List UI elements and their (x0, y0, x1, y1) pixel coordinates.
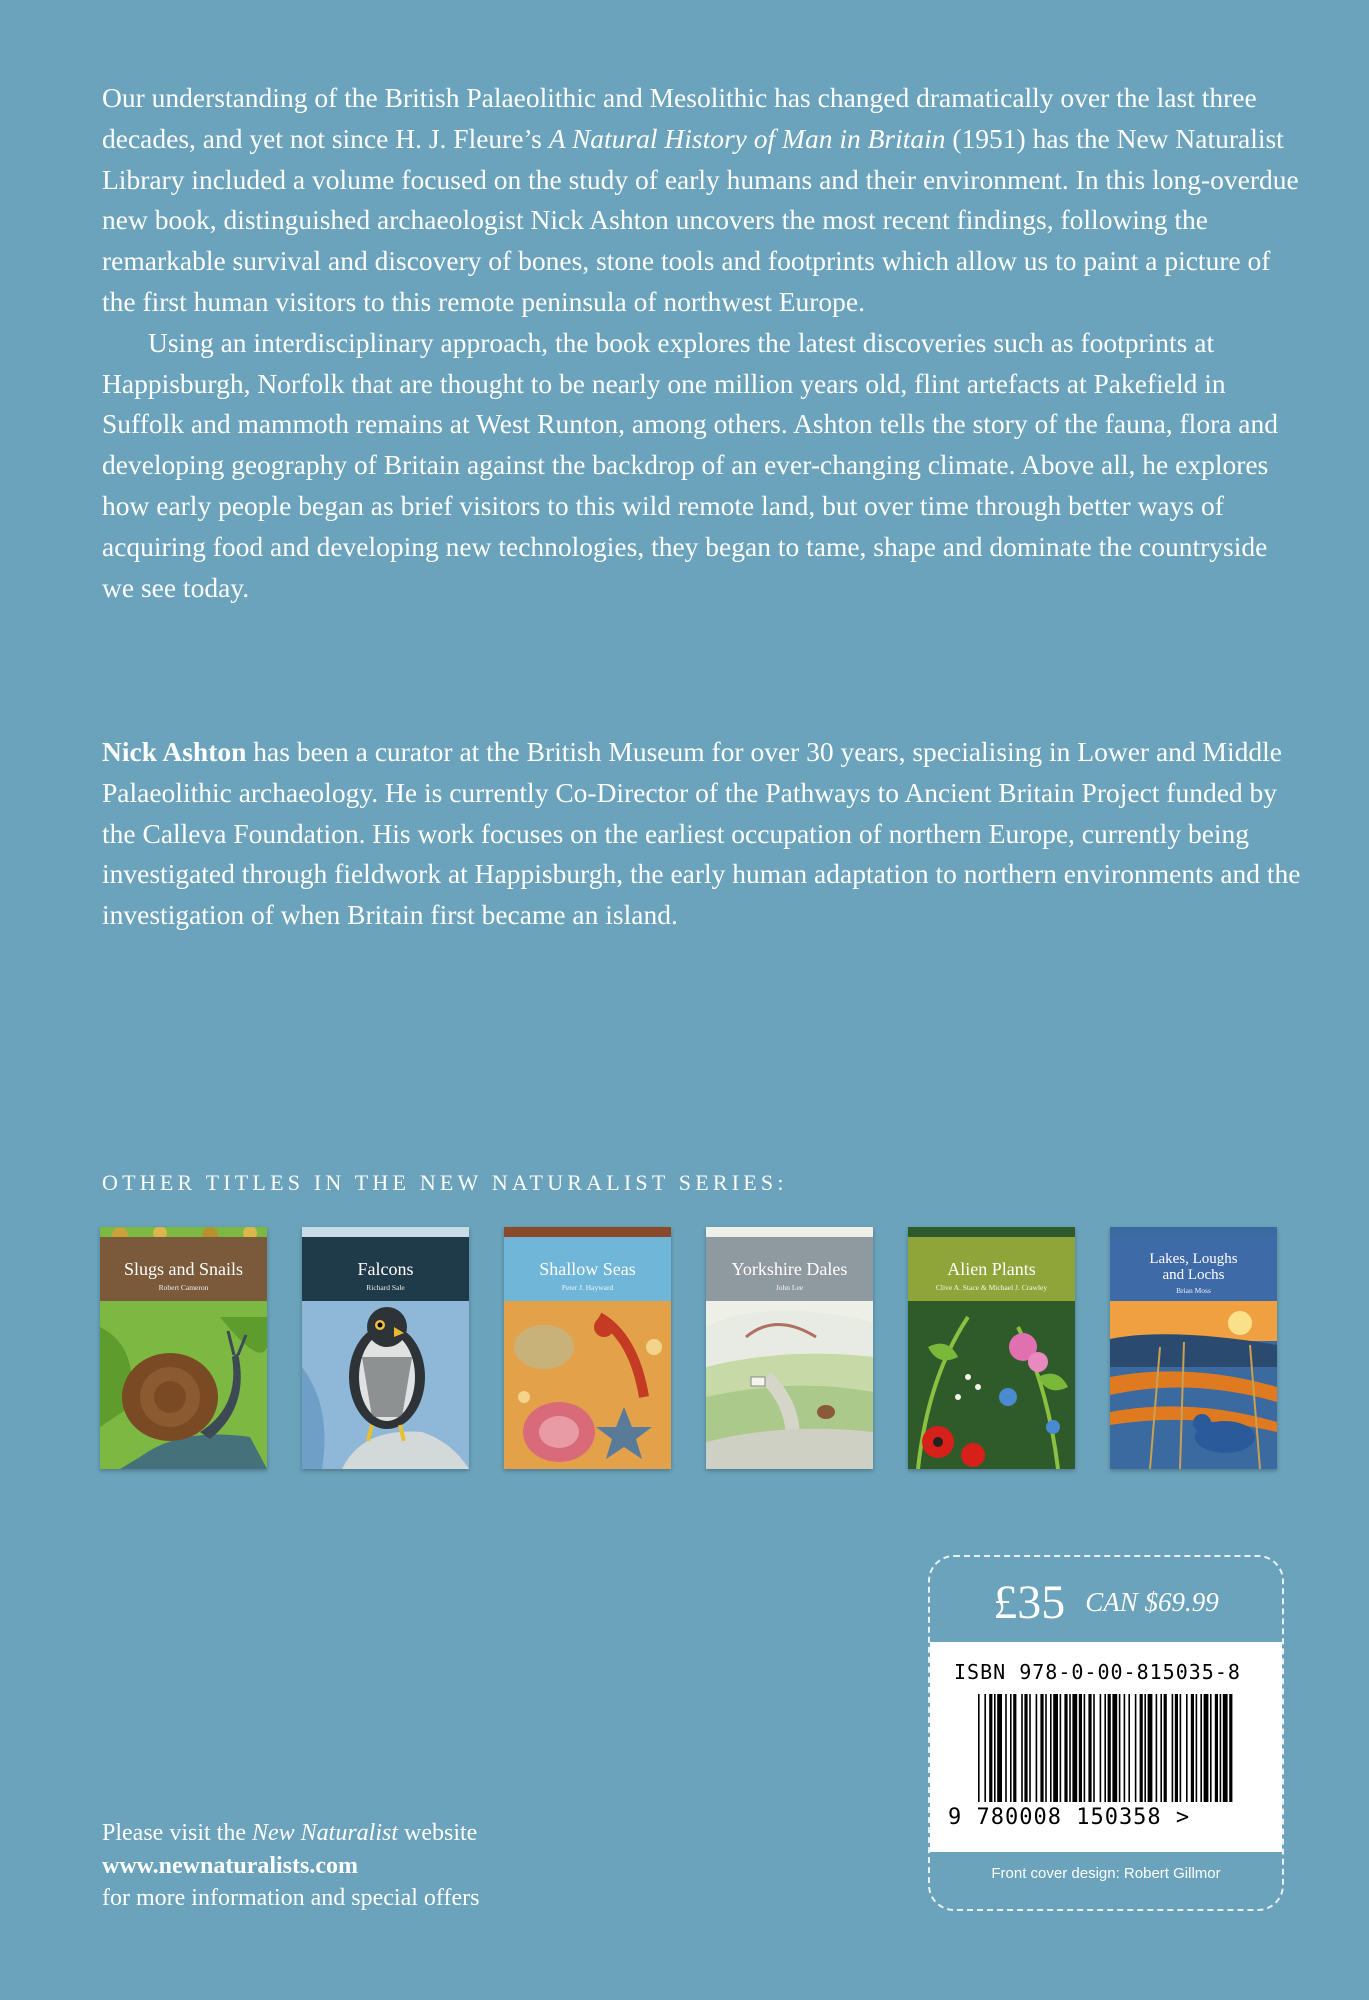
barcode-bar (1135, 1694, 1137, 1802)
barcode-bar (1010, 1694, 1012, 1802)
book-author: John Lee (775, 1283, 804, 1292)
barcode-bar (1053, 1694, 1058, 1802)
barcode-bar (1079, 1694, 1082, 1802)
book-title-band (706, 1237, 873, 1301)
book-author: Clive A. Stace & Michael J. Crawley (935, 1283, 1048, 1292)
barcode-bar (1210, 1694, 1212, 1802)
website-notice-line: for more information and special offers (102, 1885, 480, 1911)
barcode-bar (1200, 1694, 1202, 1802)
cover-design-credit: Front cover design: Robert Gillmor (991, 1865, 1221, 1882)
barcode-bar (1100, 1694, 1102, 1802)
barcode-bar (1191, 1694, 1194, 1802)
blurb-text: (1951) has the New Naturalist Library included a volume focused on the study of early humans and their environment. In this long-overdue new book, distinguished archaeologist Nick Ashton uncovers the most recent findings, following the remarkable survival and discovery of bones, stone tools and footprints which allow us to paint a picture of the first human visitors to this remote peninsula of northwest Europe. (102, 122, 1299, 317)
barcode-bar (1072, 1694, 1077, 1802)
barcode-bar (997, 1694, 1002, 1802)
price-barcode-panel (928, 1555, 1284, 1911)
barcode-bar (1229, 1694, 1232, 1802)
book-author: Robert Cameron (158, 1283, 209, 1292)
barcode-bar (1172, 1694, 1174, 1802)
blurb-paragraph-2: Using an interdisciplinary approach, the book explores the latest discoveries such as footprints at Happisburgh, Norfolk that are thought to be nearly one million years old, flint artefacts at Pakefield in Suffolk and mammoth remains at West Runton, among others. Ashton tells the story of the fauna, flora and developing geography of Britain against the backdrop of an ever-changing climate. Above all, he explores how early people began as brief visitors to this wild remote land, but over time through better ways of acquiring food and developing new technologies, they began to tame, shape and dominate the countryside we see today. (102, 326, 1279, 603)
book-author: Richard Sale (366, 1283, 405, 1292)
book-cover-yorkshire-dales[interactable] (706, 1227, 873, 1469)
price-gbp: £35 (993, 1576, 1066, 1629)
price-row (930, 1575, 1282, 1630)
series-heading: OTHER TITLES IN THE NEW NATURALIST SERIES: (102, 1170, 788, 1195)
barcode-bar (1005, 1694, 1007, 1802)
barcode-bar (1104, 1694, 1106, 1802)
barcode-bar (1128, 1694, 1130, 1802)
blurb (102, 78, 1302, 608)
barcode-bar (1050, 1694, 1052, 1802)
author-name: Nick Ashton (102, 736, 247, 767)
barcode-bar (1180, 1694, 1182, 1802)
barcode-bar (1045, 1694, 1047, 1802)
barcode-bar (989, 1694, 992, 1802)
book-title-band (100, 1237, 267, 1301)
book-cover-falcons[interactable] (302, 1227, 469, 1469)
barcode-bar (1196, 1694, 1198, 1802)
author-bio-text: has been a curator at the British Museum for over 30 years, specialising in Lower and Middle Palaeolithic archaeology. He is currently Co-Director of the Pathways to Ancient Britain Project funded by the Calleva Foundation. His work focuses on the earliest occupation of northern Europe, currently being investigated through fieldwork at Happisburgh, the early human adaptation to northern environments and the investigation of when Britain first became an island. (102, 736, 1301, 931)
barcode-bar (1040, 1694, 1043, 1802)
barcode-bar (1164, 1694, 1167, 1802)
barcode-bar (1108, 1694, 1111, 1802)
barcode-bar (1024, 1694, 1027, 1802)
book-title-band (302, 1237, 469, 1301)
price-can: CAN $69.99 (1085, 1587, 1219, 1617)
barcode-bar (1140, 1694, 1143, 1802)
barcode-bar (1204, 1694, 1209, 1802)
book-author: Brian Moss (1176, 1286, 1211, 1295)
website-notice-line (102, 1817, 479, 1850)
barcode-bar (1084, 1694, 1086, 1802)
series-name: New Naturalist (251, 1820, 399, 1846)
website-notice (102, 1817, 479, 1915)
barcode-bar (1013, 1694, 1016, 1802)
cited-book-title: A Natural History of Man in Britain (548, 122, 946, 154)
website-url-link[interactable]: www.newnaturalists.com (102, 1852, 358, 1879)
barcode-bar (1148, 1694, 1153, 1802)
book-cover-shallow-seas[interactable] (504, 1227, 671, 1469)
barcode-bar (1093, 1694, 1095, 1802)
book-title: Shallow Seas (539, 1259, 636, 1279)
barcode-box (930, 1642, 1282, 1852)
book-title: Falcons (357, 1259, 414, 1279)
barcode-bar (1124, 1694, 1126, 1802)
barcode-bar (1088, 1694, 1091, 1802)
series-books (100, 1227, 1280, 1469)
book-title-band (1110, 1237, 1277, 1301)
barcode-bar (1029, 1694, 1031, 1802)
barcode-bar (1069, 1694, 1071, 1802)
barcode-bar (994, 1694, 996, 1802)
isbn-label: ISBN 978-0-00-815035-8 (954, 1660, 1241, 1684)
book-title-band (908, 1237, 1075, 1301)
barcode-digits: 9 780008 150358 > (948, 1805, 1191, 1830)
barcode-bar (1036, 1694, 1038, 1802)
book-title: Slugs and Snails (123, 1259, 243, 1279)
book-title-band (504, 1237, 671, 1301)
author-bio (102, 732, 1302, 936)
barcode-bar (1144, 1694, 1146, 1802)
barcode-bar (1220, 1694, 1222, 1802)
barcode-bar (1186, 1694, 1188, 1802)
barcode-bar (1064, 1694, 1067, 1802)
barcode-bar (1156, 1694, 1158, 1802)
barcode-bar (1112, 1694, 1117, 1802)
barcode-bar (1215, 1694, 1218, 1802)
barcode-bar (1160, 1694, 1162, 1802)
book-title: Yorkshire Dales (731, 1259, 848, 1279)
barcode-bar (1060, 1694, 1062, 1802)
barcode-bar (1021, 1694, 1023, 1802)
blurb-text: Our understanding of the British Palaeolithic and Mesolithic has changed dramatically over the last three decades, and yet not since H. J. Fleure’s (102, 82, 1257, 154)
book-title-line: and Lochs (1162, 1267, 1225, 1283)
barcode-bar (984, 1694, 986, 1802)
book-author: Peter J. Hayward (561, 1283, 614, 1292)
blurb-paragraph-1 (102, 78, 1302, 323)
barcode-bar (1119, 1694, 1121, 1802)
book-cover-alien-plants[interactable] (908, 1227, 1075, 1469)
website-notice-text: website (398, 1820, 478, 1846)
barcode-bar (1223, 1694, 1228, 1802)
book-title-line: Lakes, Loughs (1149, 1251, 1238, 1267)
barcode-bar (1175, 1694, 1178, 1802)
book-cover-lakes-loughs-and-lochs[interactable] (1110, 1227, 1277, 1469)
book-title (1110, 1251, 1277, 1283)
website-notice-text: Please visit the (102, 1820, 252, 1846)
barcode-bar (978, 1694, 980, 1802)
book-title: Alien Plants (947, 1259, 1036, 1279)
barcode-icon (978, 1694, 1234, 1802)
book-cover-slugs-and-snails[interactable] (100, 1227, 267, 1469)
